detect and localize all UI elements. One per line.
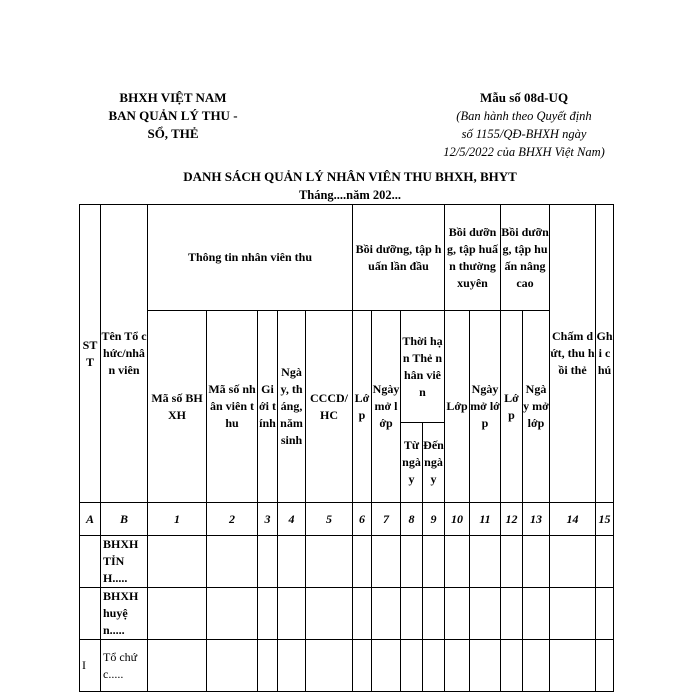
index-cell: 11 <box>470 503 501 536</box>
col-header-stt: STT <box>80 205 101 503</box>
table-row <box>80 640 614 692</box>
table-header-row-1 <box>80 205 614 311</box>
department-line-2: SỔ, THẺ <box>147 126 199 141</box>
column-index-row <box>80 503 614 536</box>
col-header-termination: Chấm dứt, thu hồi thẻ <box>550 205 596 503</box>
col-header-open-date-advanced: Ngày mở lớp <box>523 311 550 503</box>
group-header-first-training: Bồi dưỡng, tập huấn lần đầu <box>353 205 445 311</box>
index-cell: 12 <box>501 503 523 536</box>
group-header-info: Thông tin nhân viên thu <box>148 205 353 311</box>
col-header-birthdate: Ngày, tháng, năm sinh <box>278 311 306 503</box>
col-header-note: Ghi chú <box>596 205 614 503</box>
index-cell: 3 <box>258 503 278 536</box>
index-cell: 4 <box>278 503 306 536</box>
index-cell: 15 <box>596 503 614 536</box>
index-cell: 10 <box>445 503 470 536</box>
index-cell: A <box>80 503 101 536</box>
col-header-to-date: Đến ngày <box>423 423 445 503</box>
index-cell: B <box>101 503 148 536</box>
group-header-regular-training: Bồi dưỡng, tập huấn thường xuyên <box>445 205 501 311</box>
index-cell: 9 <box>423 503 445 536</box>
col-header-id-card: CCCD/HC <box>306 311 353 503</box>
index-cell: 5 <box>306 503 353 536</box>
row-name-cell: Tổ chức..... <box>101 640 148 692</box>
agency-name: BHXH VIỆT NAM <box>119 90 227 105</box>
form-code: Mẫu số 08d-UQ <box>479 90 569 105</box>
col-header-employee-code: Mã số nhân viên thu <box>207 311 258 503</box>
document-subtitle: Tháng....năm 202... <box>298 188 402 202</box>
form-note-line-3: 12/5/2022 của BHXH Việt Nam) <box>443 145 605 159</box>
form-note-line-1: (Ban hành theo Quyết định <box>456 109 592 123</box>
index-cell: 13 <box>523 503 550 536</box>
index-cell: 1 <box>148 503 207 536</box>
form-code-block <box>418 89 630 161</box>
col-header-open-date: Ngày mở lớp <box>372 311 401 503</box>
row-stt-cell <box>80 536 101 588</box>
row-stt-cell <box>80 588 101 640</box>
col-header-class: Lớp <box>353 311 372 503</box>
col-header-class-regular: Lớp <box>445 311 470 503</box>
col-header-bhxh-code: Mã số BHXH <box>148 311 207 503</box>
row-name-cell: BHXH TỈNH..... <box>101 536 148 588</box>
group-header-advanced-training: Bồi dưỡng, tập huấn nâng cao <box>501 205 550 311</box>
issuing-agency-block <box>78 89 268 143</box>
table-row <box>80 536 614 588</box>
col-header-card-term: Thời hạn Thẻ nhân viên <box>401 311 445 423</box>
col-header-class-advanced: Lớp <box>501 311 523 503</box>
col-header-gender: Giới tính <box>258 311 278 503</box>
row-name-cell: BHXH huyện..... <box>101 588 148 640</box>
form-note-line-2: số 1155/QĐ-BHXH ngày <box>461 127 587 141</box>
col-header-org: Tên Tổ chức/nhân viên <box>101 205 148 503</box>
index-cell: 14 <box>550 503 596 536</box>
col-header-from-date: Từ ngày <box>401 423 423 503</box>
index-cell: 8 <box>401 503 423 536</box>
index-cell: 6 <box>353 503 372 536</box>
staff-table <box>79 204 614 692</box>
col-header-open-date-regular: Ngày mở lớp <box>470 311 501 503</box>
department-line-1: BAN QUẢN LÝ THU - <box>108 108 238 123</box>
document-title: DANH SÁCH QUẢN LÝ NHÂN VIÊN THU BHXH, BHYT <box>183 169 517 184</box>
index-cell: 2 <box>207 503 258 536</box>
row-stt-cell: I <box>80 640 101 692</box>
table-header-row-2 <box>80 311 614 423</box>
table-row <box>80 588 614 640</box>
index-cell: 7 <box>372 503 401 536</box>
